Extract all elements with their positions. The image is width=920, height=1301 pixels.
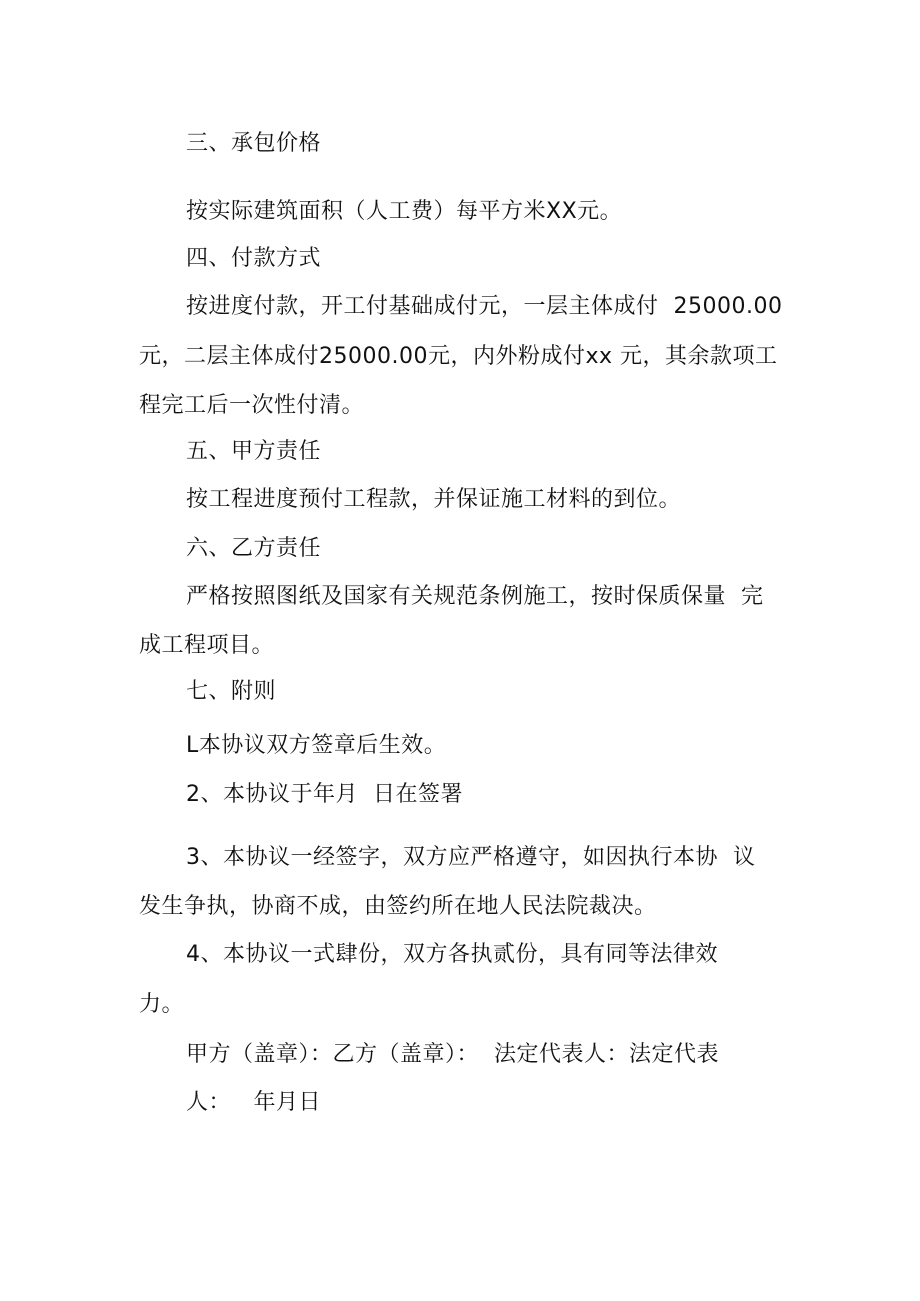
party-a-text: 按工程进度预付工程款，并保证施工材料的到位。 [186,487,682,512]
appendix-item-1: L本协议双方签章后生效。 [186,733,447,758]
payment-line-1: 按进度付款，开工付基础成付元，一层主体成付 25000.00 [186,294,783,319]
section-heading-appendix: 七、附则 [186,679,277,704]
appendix-item-2: 2、本协议于年月 日在签署 [186,782,463,807]
appendix-item-3: 3、本协议一经签字，双方应严格遵守，如因执行本协 议 [186,845,756,870]
appendix-item-3-cont: 发生争执，协商不成，由签约所在地人民法院裁决。 [139,894,657,919]
section-heading-price: 三、承包价格 [186,131,322,156]
appendix-item-4: 4、本协议一式肆份，双方各执贰份，具有同等法律效 [186,942,718,967]
payment-line-2: 元，二层主体成付25000.00元，内外粉成付xx 元，其余款项工 [139,344,778,369]
section-heading-party-a: 五、甲方责任 [186,439,322,464]
price-text: 按实际建筑面积（人工费）每平方米XX元。 [186,199,623,224]
signature-line-2: 人： 年月日 [186,1090,321,1115]
party-b-line-1: 严格按照图纸及国家有关规范条例施工，按时保质保量 完 [186,584,764,609]
signature-line-1: 甲方（盖章）：乙方（盖章）： 法定代表人：法定代表 [186,1042,719,1067]
section-heading-party-b: 六、乙方责任 [186,536,322,561]
payment-line-3: 程完工后一次性付清。 [139,393,365,418]
appendix-item-4-cont: 力。 [139,992,185,1017]
party-b-line-2: 成工程项目。 [139,633,275,658]
section-heading-payment: 四、付款方式 [186,246,322,271]
